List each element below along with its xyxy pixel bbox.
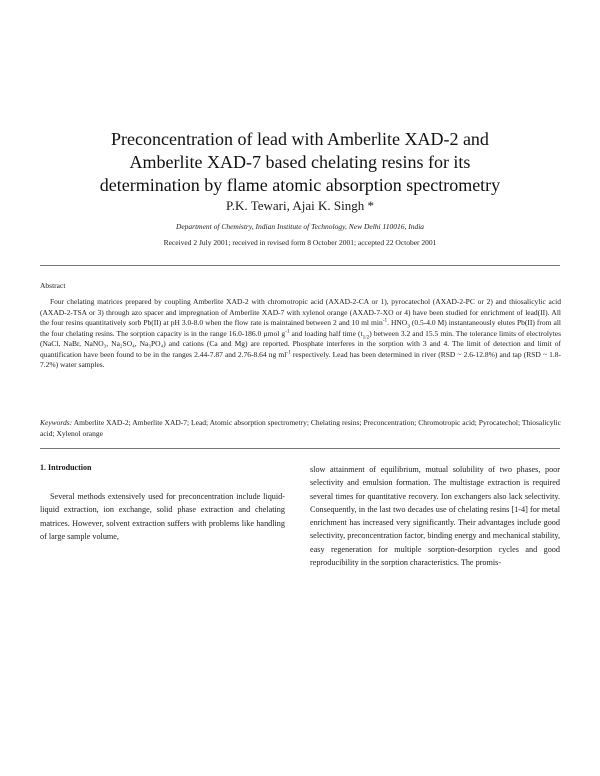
affiliation: Department of Chemistry, Indian Institute of Technology, New Delhi 110016, India: [175, 222, 425, 231]
keywords-text: Amberlite XAD-2; Amberlite XAD-7; Lead; Atomic absorption spectrometry; Chelating resins; Preconcentration; Chromotropic acid; Pyrocatechol; Thiosalicylic acid; Xylenol orange: [40, 418, 561, 438]
introduction-left-column: Several methods extensively used for preconcentration include liquid-liquid extraction, ion exchange, solid phase extraction and chelating matrices. However, solvent extraction suffers with problems like handling of large sample volume,: [40, 492, 285, 541]
received-dates: Received 2 July 2001; received in revised form 8 October 2001; accepted 22 October 2001: [163, 238, 437, 247]
abstract-part-2: . HNO: [387, 318, 408, 327]
paper-title: [40, 128, 560, 197]
divider-top: [40, 265, 560, 266]
abstract-part-4: and loading half time (t: [289, 328, 363, 338]
authors: P.K. Tewari, Ajai K. Singh *: [226, 198, 374, 213]
title-line-3: determination by flame atomic absorption spectrometry: [99, 175, 501, 195]
abstract-sub-1: 3: [407, 323, 410, 330]
abstract-heading: Abstract: [40, 281, 66, 290]
keywords-label: Keywords:: [40, 418, 73, 427]
abstract-sup-1: -1: [382, 317, 388, 324]
abstract-text: [40, 297, 561, 371]
abstract-part-6: respectively. Lead has been determined in river (RSD ~ 2.6-12.8%) and tap (RSD ~ 1.8-7.2%) water samples.: [40, 349, 561, 369]
abstract-part-1: Four chelating matrices prepared by coupling Amberlite XAD-2 with chromotropic acid (AXAD-2-CA or 1), pyrocatechol (AXAD-2-PC or 2) and thiosalicylic acid (AXAD-2-TSA or 3) through azo spacer and impregnation of Amberlite XAD-7 with xylenol orange (AXAD-7-XO or 4) have been studied for enrichment of lead(II). All the four resins quantitatively sorb Pb(II) at pH 3.0-8.0 when the flow rate is maintained between 2 and 10 ml min: [40, 297, 561, 327]
abstract-sup-3: -1: [286, 349, 291, 355]
abstract-part-5: ) between 3.2 and 15.5 min. The tolerance limits of electrolytes (NaCl, NaBr, NaNO₃, Na₂SO₄, Na₃PO₄) and cations (Ca and Mg) are reported. Phosphate interferes in the sorption with 3 and 4. The limit of detection and limit of quantification have been found to be in the ranges 2.44-7.87 and 2.76-8.64 ng ml: [40, 328, 561, 359]
divider-bottom: [40, 448, 560, 449]
keywords: [40, 418, 561, 439]
abstract-sup-2: -1: [285, 328, 290, 334]
introduction-right-column: slow attainment of equilibrium, mutual solubility of two phases, poor selectivity and emulsion formation. The multistage extraction is required several times for quantitative recovery. Ion exchangers also lack selectivity. Consequently, in the last two decades use of chelating resins [1-4] for metal enrichment has increased very significantly. Their advantages include good selectivity, preconcentration factor, binding energy and mechanical stability, easy regeneration for multiple sorption-desorption cycles and good reproducibility in the sorption characteristics. The promis-: [310, 465, 560, 568]
abstract-part-3: (0.5-4.0 M) instantaneously elutes Pb(II) from all the four chelating resins. The sorption capacity is in the range 16.0-186.0 µmol g: [40, 318, 561, 338]
title-line-1: Preconcentration of lead with Amberlite XAD-2 and: [111, 129, 489, 149]
introduction-heading: 1. Introduction: [40, 463, 92, 472]
abstract-sub-2: 1/2: [362, 334, 370, 340]
title-line-2: Amberlite XAD-7 based chelating resins for its: [129, 152, 471, 172]
